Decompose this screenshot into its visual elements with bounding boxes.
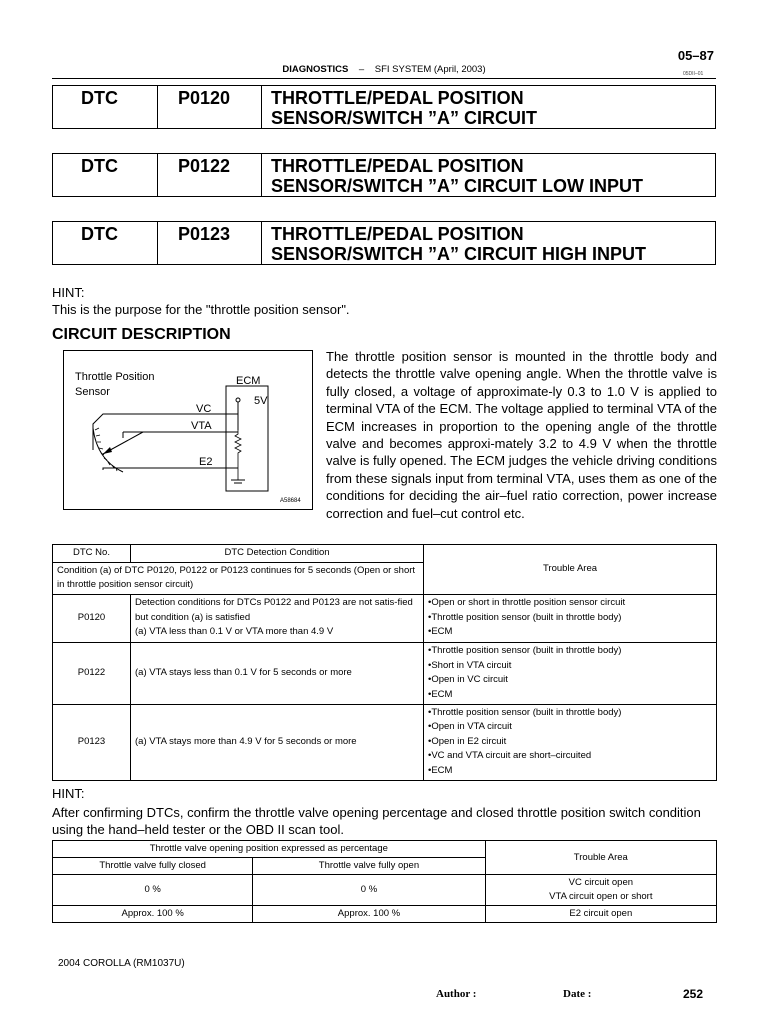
row-areas: • Throttle position sensor (built in throttle body) • Open in VTA circuit • Open in E2 circuit • VC and VTA circuit are short–circuited • ECM bbox=[424, 704, 717, 780]
diagram-vta: VTA bbox=[191, 420, 212, 432]
col-trouble-area: Trouble Area bbox=[424, 545, 717, 595]
header-rule bbox=[52, 78, 716, 79]
dtc-label: DTC bbox=[81, 224, 118, 244]
diagram-5v: 5V bbox=[254, 395, 268, 407]
cell-closed: 0 % bbox=[53, 875, 253, 906]
dtc-title: THROTTLE/PEDAL POSITION SENSOR/SWITCH ”A” CIRCUIT LOW INPUT bbox=[271, 156, 643, 196]
dtc-label: DTC bbox=[81, 156, 118, 176]
cell-open: 0 % bbox=[253, 875, 485, 906]
cell-closed: Approx. 100 % bbox=[53, 906, 253, 923]
row-dtc: P0120 bbox=[53, 594, 131, 642]
diagram-ecm: ECM bbox=[236, 375, 261, 387]
header-dash: – bbox=[358, 64, 365, 75]
hint2-label: HINT: bbox=[52, 786, 85, 801]
page-number: 05–87 bbox=[677, 48, 714, 63]
hint-label: HINT: bbox=[52, 285, 85, 300]
col-trouble-area: Trouble Area bbox=[485, 841, 716, 875]
dtc-detection-table bbox=[52, 544, 717, 781]
header-section: DIAGNOSTICS bbox=[282, 64, 349, 75]
table-row bbox=[53, 906, 717, 923]
diagram-sensor-line1: Throttle Position bbox=[75, 371, 155, 383]
header-system: SFI SYSTEM (April, 2003) bbox=[374, 64, 486, 75]
dtc-code: P0123 bbox=[178, 224, 231, 244]
cell-area: VC circuit open VTA circuit open or short bbox=[485, 875, 716, 906]
table-row bbox=[53, 704, 717, 780]
col-fully-open: Throttle valve fully open bbox=[253, 858, 485, 875]
table-row bbox=[53, 594, 717, 642]
cell-open: Approx. 100 % bbox=[253, 906, 485, 923]
running-header bbox=[0, 64, 768, 75]
row-dtc: P0123 bbox=[53, 704, 131, 780]
footer-date: Date : bbox=[563, 988, 592, 1000]
cell-area: E2 circuit open bbox=[485, 906, 716, 923]
throttle-opening-table bbox=[52, 840, 717, 923]
footer-author: Author : bbox=[436, 988, 477, 1000]
row-areas: • Throttle position sensor (built in throttle body) • Short in VTA circuit • Open in VC circuit • ECM bbox=[424, 642, 717, 704]
dtc-code: P0120 bbox=[178, 88, 231, 108]
row-condition: (a) VTA stays more than 4.9 V for 5 seconds or more bbox=[131, 704, 424, 780]
dtc-box-p0122 bbox=[52, 153, 716, 197]
dtc-label: DTC bbox=[81, 88, 118, 108]
footer-page: 252 bbox=[683, 987, 704, 1001]
diagram-vc: VC bbox=[196, 403, 212, 415]
diagram-id: A58684 bbox=[280, 498, 301, 504]
col-fully-closed: Throttle valve fully closed bbox=[53, 858, 253, 875]
dtc-code: P0122 bbox=[178, 156, 231, 176]
row-condition: Detection conditions for DTCs P0122 and P0123 are not satis-fied but condition (a) is satisfied (a) VTA less than 0.1 V or VTA more than 4.9 V bbox=[131, 594, 424, 642]
circuit-description: The throttle position sensor is mounted in the throttle body and detects the throttle valve opening angle. When the throttle valve is fully closed, a voltage of approximate-ly 0.3 to 1.0 V is applied to terminal VTA of the ECM. The voltage applied to terminal VTA of the ECM increases in proportion to the opening angle of the throttle valve and becomes approxi-mately 3.2 to 4.9 V when the throttle valve is fully opened. The ECM judges the vehicle driving conditions from these signals input from terminal VTA, uses them as one of the conditions for deciding the air–fuel ratio correction, power increase correction and fuel–cut control etc. bbox=[326, 349, 717, 521]
table-row bbox=[53, 642, 717, 704]
dtc-title: THROTTLE/PEDAL POSITION SENSOR/SWITCH ”A” CIRCUIT HIGH INPUT bbox=[271, 224, 647, 264]
row-dtc: P0122 bbox=[53, 642, 131, 704]
row-areas: • Open or short in throttle position sensor circuit • Throttle position sensor (built in throttle body) • ECM bbox=[424, 594, 717, 642]
opening-header: Throttle valve opening position expressed as percentage bbox=[53, 841, 486, 858]
section-title: CIRCUIT DESCRIPTION bbox=[52, 326, 231, 343]
hint-text: This is the purpose for the "throttle position sensor". bbox=[52, 302, 350, 317]
diagram-sensor-line2: Sensor bbox=[75, 386, 110, 398]
row-condition: (a) VTA stays less than 0.1 V for 5 seconds or more bbox=[131, 642, 424, 704]
table-row bbox=[53, 875, 717, 906]
col-detection-condition: DTC Detection Condition bbox=[131, 545, 424, 563]
hint2-text: After confirming DTCs, confirm the throttle valve opening percentage and closed throttle position switch condition using the hand–held tester or the OBD II scan tool. bbox=[52, 805, 701, 837]
footer-model: 2004 COROLLA (RM1037U) bbox=[58, 958, 185, 969]
col-dtc-no: DTC No. bbox=[53, 545, 131, 563]
doc-code: 05DII–01 bbox=[683, 71, 704, 77]
condition-a: Condition (a) of DTC P0120, P0122 or P0123 continues for 5 seconds (Open or short in throttle position sensor circuit) bbox=[53, 562, 424, 594]
dtc-box-p0120 bbox=[52, 85, 716, 129]
dtc-title: THROTTLE/PEDAL POSITION SENSOR/SWITCH ”A” CIRCUIT bbox=[271, 88, 538, 128]
dtc-box-p0123 bbox=[52, 221, 716, 265]
diagram-e2: E2 bbox=[199, 456, 213, 468]
circuit-diagram bbox=[63, 350, 313, 510]
